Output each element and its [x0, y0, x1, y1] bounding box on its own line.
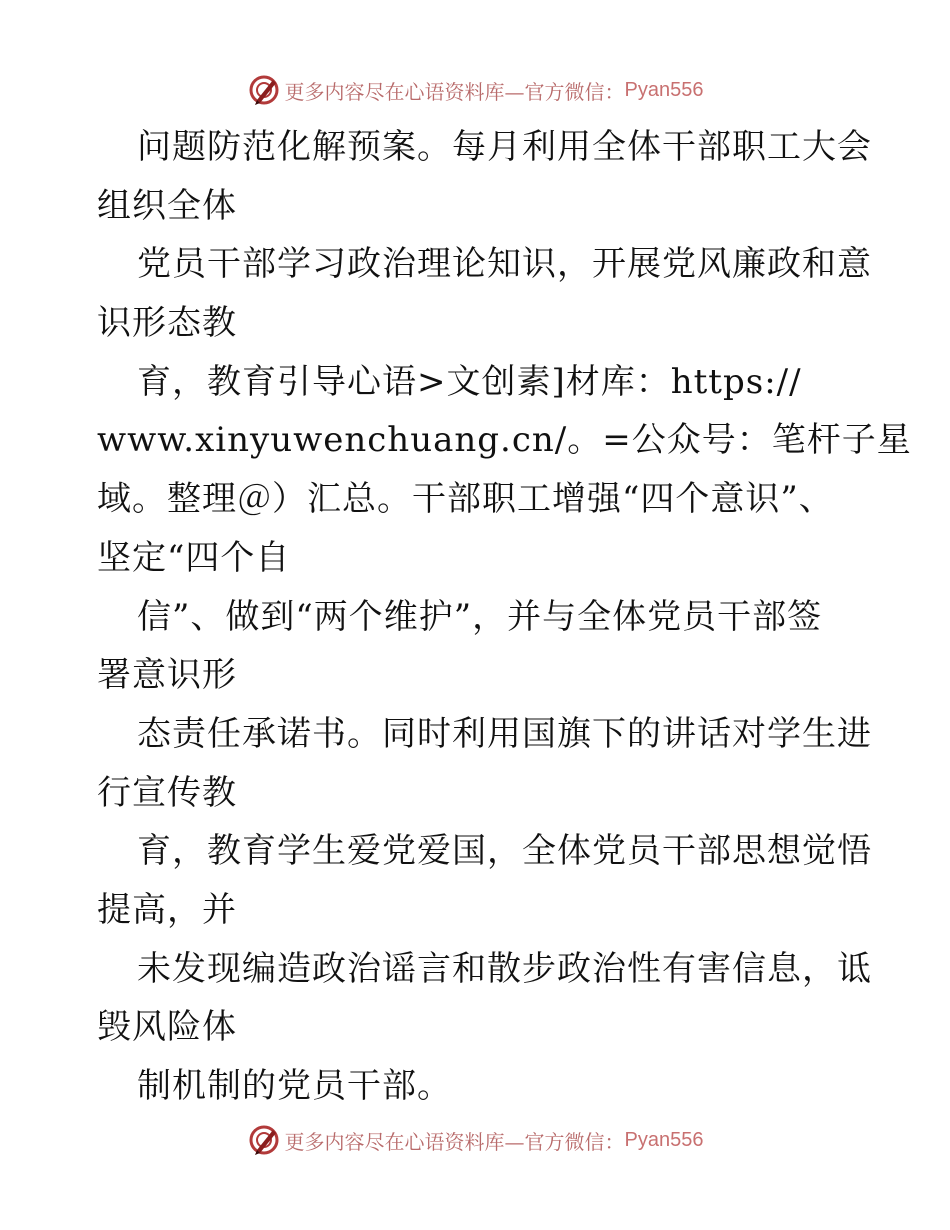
body-line: 坚定“四个自 — [97, 537, 291, 578]
body-line: 提高，并 — [97, 889, 237, 930]
header-watermark-handle: Pyan556 — [624, 78, 704, 101]
body-line: 未发现编造政治谣言和散步政治性有害信息，诋 — [137, 948, 872, 989]
document-body — [97, 118, 912, 1116]
body-line: www.xinyuwenchuang.cn/。=公众号：笔杆子星 — [97, 420, 912, 461]
body-line: 问题防范化解预案。每月利用全体干部职工大会 — [137, 127, 872, 167]
body-line: 育，教育学生爱党爱国，全体党员干部思想觉悟 — [137, 831, 872, 872]
header-watermark-text: 更多内容尽在心语资料库—官方微信： — [284, 79, 625, 104]
body-line: 态责任承诺书。同时利用国旗下的讲话对学生进 — [137, 713, 872, 754]
header-watermark-banner — [0, 70, 950, 110]
footer-watermark-text: 更多内容尽在心语资料库—官方微信： — [284, 1129, 625, 1154]
body-line: 信”、做到“两个维护”，并与全体党员干部签 — [137, 596, 823, 637]
body-line: 党员干部学习政治理论知识，开展党风廉政和意 — [137, 244, 872, 285]
body-line: 毁风险体 — [97, 1007, 237, 1048]
body-line: 署意识形 — [97, 655, 237, 696]
body-line: 制机制的党员干部。 — [137, 1066, 452, 1106]
body-line: 育，教育引导心语>文创素]材库：https:// — [137, 361, 802, 402]
body-line: 识形态教 — [97, 303, 237, 344]
body-line: 组织全体 — [97, 185, 237, 226]
pen-circle-logo-icon — [247, 73, 281, 107]
body-line: 行宣传教 — [97, 772, 237, 813]
footer-watermark-banner — [0, 1120, 950, 1160]
pen-circle-logo-icon — [247, 1123, 281, 1157]
footer-watermark-handle: Pyan556 — [624, 1128, 704, 1151]
body-line: 域。整理＠）汇总。干部职工增强“四个意识”、 — [97, 479, 834, 520]
